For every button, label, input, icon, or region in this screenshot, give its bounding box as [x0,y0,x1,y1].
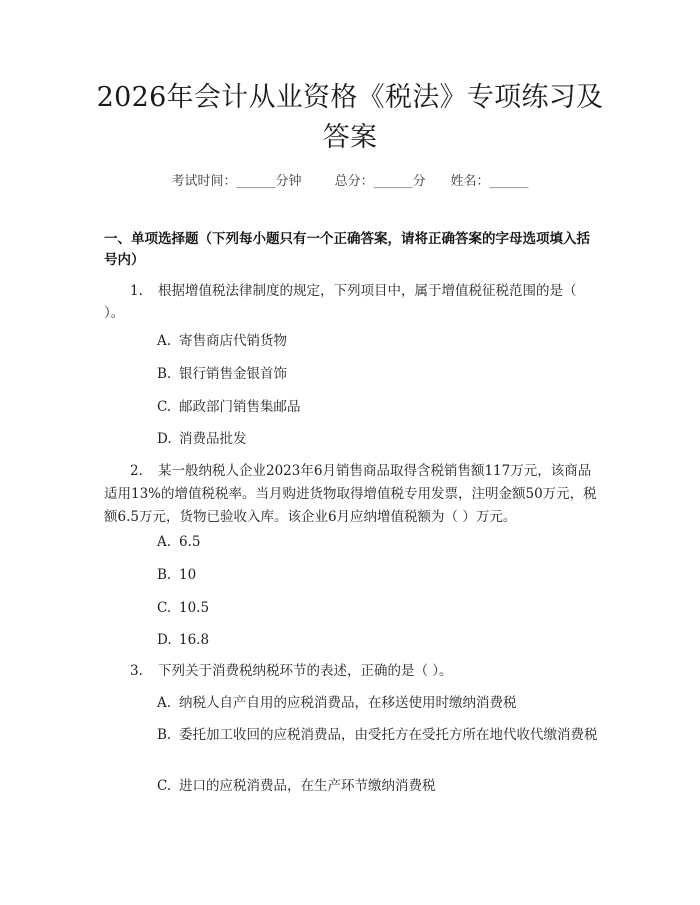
exam-info-line [0,170,700,189]
option [157,330,287,352]
option [157,775,436,797]
option [157,597,209,619]
document-title: 2026年会计从业资格《税法》专项练习及答案 [96,82,604,153]
option [104,724,600,746]
option-letter: D. [157,431,172,447]
option-letter: B. [157,727,172,743]
name-blank: ______ [489,174,529,189]
question-text: 某一般纳税人企业2023年6月销售商品取得含税销售额117万元，该商品适用13%的增值税税率。当月购进货物取得增值税专用发票，注明金额50万元，税额6.5万元，货物已验收入库。该企业6月应纳增值税额为（ ）万元。 [104,463,597,525]
option-letter: A. [157,333,172,349]
question-number: 2. [130,463,143,479]
total-score-blank: ______ [373,174,413,189]
exam-time-label: 考试时间： [171,174,237,189]
exam-time-blank: ______ [236,174,276,189]
question-stem [104,280,600,324]
total-score-label: 总分： [334,174,374,189]
option [157,629,209,651]
option-letter: B. [157,366,172,382]
option-text: 10 [179,567,197,583]
option-text: 纳税人自产自用的应税消费品，在移送使用时缴纳消费税 [179,695,517,711]
option-text: 进口的应税消费品，在生产环节缴纳消费税 [179,778,436,794]
option [157,428,247,450]
option [157,363,287,385]
total-score-unit: 分 [412,174,426,189]
exam-time-unit: 分钟 [275,174,302,189]
question-number: 1. [130,283,143,299]
option-letter: C. [157,600,172,616]
question-number: 3. [130,663,143,679]
question-text: 下列关于消费税纳税环节的表述，正确的是（ ）。 [158,663,453,679]
option-letter: C. [157,778,172,794]
option-letter: A. [157,534,172,550]
option-text: 16.8 [179,632,210,648]
option-text: 委托加工收回的应税消费品，由受托方在受托方所在地代收代缴消费税 [179,727,598,743]
option-text: 6.5 [179,534,201,550]
option-text: 寄售商店代销货物 [179,333,287,349]
question-stem [104,460,600,529]
option [157,396,301,418]
option-letter: D. [157,632,172,648]
option-letter: A. [157,695,172,711]
option-text: 消费品批发 [179,431,247,447]
option-letter: C. [157,399,172,415]
section-heading: 一、单项选择题（下列每小题只有一个正确答案，请将正确答案的字母选项填入括号内） [104,231,590,268]
option-text: 银行销售金银首饰 [179,366,287,382]
option [157,692,517,714]
option [157,531,200,553]
question-text: 根据增值税法律制度的规定，下列项目中，属于增值税征税范围的是（ ）。 [104,283,577,321]
option-text: 邮政部门销售集邮品 [179,399,301,415]
name-label: 姓名： [450,174,490,189]
option [157,564,196,586]
question-stem [104,660,600,682]
option-text: 10.5 [179,600,210,616]
option-letter: B. [157,567,172,583]
